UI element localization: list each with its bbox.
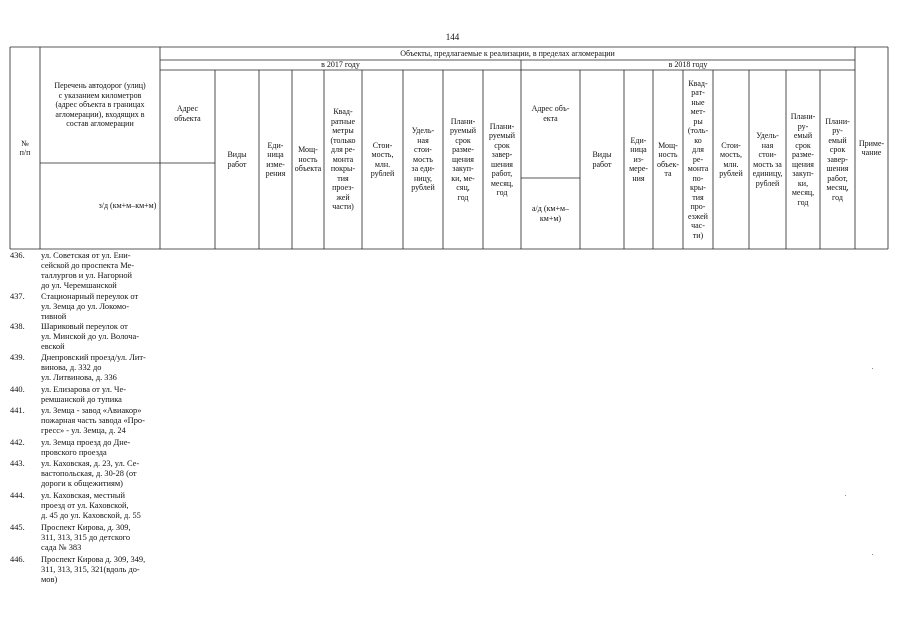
h2018-works: Виды работ (592, 150, 612, 169)
h2018-power: Мощ- ность объек- та (656, 140, 680, 178)
row-road: Днепровский проезд/ул. Лит- винова, д. 332 до ул. Литвинова, д. 336 (41, 353, 146, 382)
row-number: 440. (10, 385, 25, 394)
header-note: Приме- чание (858, 138, 885, 157)
h2017-address: Адрес объекта (174, 104, 201, 123)
row-road: Стационарный переулок от ул. Земца до ул. Локомо- тивной (41, 292, 139, 321)
header-road-sub: з/д (км+м–км+м) (98, 201, 157, 211)
h2017-unit-cost: Удель- ная стои- мость за еди- ницу, рублей (411, 126, 435, 193)
h2018-address-sub: а/д (км+м– км+м) (531, 204, 570, 223)
row-number: 441. (10, 406, 25, 415)
row-number: 443. (10, 459, 25, 468)
row-number: 436. (10, 251, 25, 260)
h2018-plan-end: Плани- ру- емый срок завер- шения работ, месяц, год (825, 116, 850, 202)
row-road: Шариковый переулок от ул. Минской до ул. Волоча- евской (41, 322, 139, 351)
h2018-plan-place: Плани- ру- емый срок разме- щения закуп- ки, месяц, год (790, 112, 816, 207)
h2018-cost: Стои- мость, млн. рублей (719, 140, 743, 178)
h2017-plan-end: Плани- руемый срок завер- шения работ, месяц, год (488, 121, 516, 197)
row-road: Проспект Кирова д. 309, 349, 311, 313, 315, 321(вдоль до- мов) (41, 555, 146, 584)
row-road: ул. Елизарова от ул. Че- ремшанской до тупика (41, 385, 126, 404)
h2018-address: Адрес объ- екта (531, 104, 570, 123)
scan-speck (872, 554, 873, 555)
h2017-plan-place: Плани- руемый срок разме- щения закуп- ки, ме- сяц, год (449, 116, 477, 202)
h2018-unit-cost: Удель- ная стои- мость за единицу, рублей (752, 131, 783, 188)
row-road: ул. Каховская, д. 23, ул. Се- вастопольская, д. 30-28 (от дороги к общежитиям) (41, 459, 140, 488)
row-number: 442. (10, 438, 25, 447)
row-number: 444. (10, 491, 25, 500)
row-road: Проспект Кирова, д. 309, 311, 313, 315 до детского сада № 383 (41, 523, 131, 552)
row-number: 439. (10, 353, 25, 362)
header-num: № п/п (19, 138, 31, 157)
header-year-2018: в 2018 году (668, 60, 708, 70)
h2018-unit: Еди- ница из- мере- ния (629, 135, 648, 183)
row-road: ул. Земца проезд до Дне- провского проезда (41, 438, 131, 457)
row-road: ул. Земца - завод «Авиакор» пожарная часть завода «Про- гресс» - ул. Земца, д. 24 (41, 406, 145, 435)
header-road-list: Перечень автодорог (улиц) с указанием километров (адрес объекта в границах агломерации), входящих в состав агломерации (54, 81, 146, 129)
h2017-works: Виды работ (227, 150, 247, 169)
row-number: 445. (10, 523, 25, 532)
scan-speck (872, 368, 873, 369)
header-year-2017: в 2017 году (321, 60, 360, 70)
h2017-cost: Стои- мость, млн. рублей (370, 140, 395, 178)
scan-speck (845, 495, 846, 496)
row-road: ул. Каховская, местный проезд от ул. Каховской, д. 45 до ул. Каховской, д. 55 (41, 491, 141, 520)
row-number: 446. (10, 555, 25, 564)
h2018-sqm: Квад- рат- ные мет- ры (толь- ко для ре- монта по- кры- тия про- езжей час- ти) (687, 78, 709, 240)
row-number: 437. (10, 292, 25, 301)
h2017-sqm: Квад- ратные метры (только для ре- монта покры- тия проез- жей части) (330, 107, 356, 212)
page-number: 144 (445, 32, 460, 42)
header-objects: Объекты, предлагаемые к реализации, в пределах агломерации (400, 48, 615, 58)
h2017-unit: Еди- ница изме- рения (265, 140, 286, 178)
h2017-power: Мощ- ность объекта (294, 145, 322, 174)
row-number: 438. (10, 322, 25, 331)
row-road: ул. Советская от ул. Ени- сейской до проспекта Ме- таллургов и ул. Нагорной до ул. Черемшанской (41, 251, 135, 290)
